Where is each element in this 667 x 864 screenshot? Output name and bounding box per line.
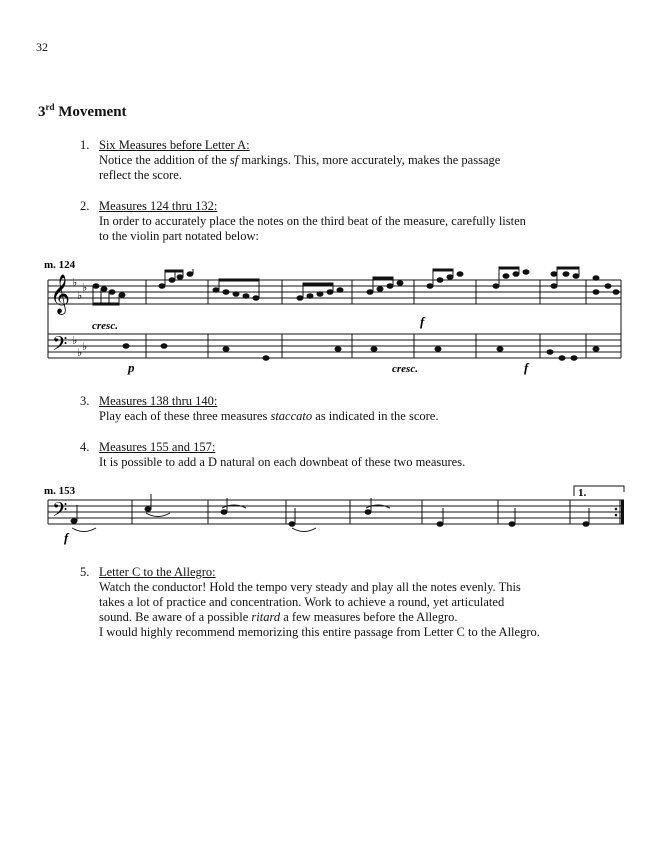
text-span: a few measures before the Allegro.: [280, 610, 458, 624]
text-emphasis: staccato: [270, 409, 313, 423]
item-number: 5.: [80, 565, 90, 579]
title-rest: Movement: [54, 104, 127, 120]
dynamic-p: p: [128, 360, 135, 375]
item-number: 2.: [80, 199, 90, 213]
item-number: 1.: [80, 138, 90, 152]
svg-text:♭: ♭: [72, 277, 78, 289]
page-number: 32: [36, 40, 48, 54]
text-span: sound. Be aware of a possible: [99, 610, 252, 624]
text-emphasis: ritard: [251, 610, 281, 624]
item-text-line: [99, 610, 569, 625]
section-title: [38, 104, 127, 121]
item-text-line: I would highly recommend memorizing this entire passage from Letter C to the Allegro.: [99, 625, 540, 639]
title-superscript: rd: [45, 102, 55, 112]
music-example-m153: [30, 480, 630, 550]
final-barline: [621, 500, 624, 524]
bass-staff: [48, 334, 621, 358]
item-heading: Measures 138 thru 140:: [99, 394, 218, 408]
bass-staff: [48, 500, 624, 524]
item-heading: Measures 124 thru 132:: [99, 199, 218, 213]
text-span: markings. This, more accurately, makes the passage: [238, 153, 501, 167]
text-span: as indicated in the score.: [312, 409, 439, 423]
item-number: 3.: [80, 394, 90, 408]
item-text-line: to the violin part notated below:: [99, 229, 260, 243]
treble-staff: [48, 280, 621, 304]
item-text-line: It is possible to add a D natural on each downbeat of these two measures.: [99, 455, 466, 469]
title-prefix: 3: [38, 104, 46, 120]
item-text-line: Watch the conductor! Hold the tempo very steady and play all the notes evenly. This: [99, 580, 521, 594]
svg-text:♭: ♭: [77, 347, 83, 359]
measure-label: m. 153: [44, 485, 76, 497]
item-heading: Measures 155 and 157:: [99, 440, 216, 454]
measure-label: m. 124: [44, 259, 76, 271]
text-emphasis: sf: [229, 153, 239, 167]
treble-clef-icon: 𝄞: [50, 276, 71, 313]
item-heading: Six Measures before Letter A:: [99, 138, 250, 152]
cresc-marking: cresc.: [92, 320, 118, 332]
bass-notes: [71, 494, 589, 526]
ending-label: 1.: [578, 487, 587, 499]
svg-text:♭: ♭: [82, 282, 88, 294]
item-number: 4.: [80, 440, 90, 454]
item-text-line: takes a lot of practice and concentration. Work to achieve a round, yet articulated: [99, 595, 505, 609]
svg-text:♭: ♭: [77, 290, 83, 302]
text-span: Notice the addition of the: [99, 153, 230, 167]
music-example-m124: [30, 256, 630, 376]
svg-text:♭: ♭: [82, 341, 88, 353]
bass-clef-icon: 𝄢: [52, 500, 68, 526]
dynamic-f: f: [420, 314, 425, 329]
key-signature-icon: [72, 277, 87, 359]
item-text-line: [99, 153, 569, 168]
bass-clef-icon: 𝄢: [52, 334, 68, 360]
svg-text:♭: ♭: [72, 335, 78, 347]
item-text-line: reflect the score.: [99, 168, 182, 182]
item-text-line: [99, 409, 569, 424]
cresc-marking: cresc.: [392, 363, 418, 375]
text-span: Play each of these three measures: [99, 409, 271, 423]
item-text-line: In order to accurately place the notes on the third beat of the measure, carefully listen: [99, 214, 526, 228]
dynamic-f: f: [64, 530, 69, 545]
item-heading: Letter C to the Allegro:: [99, 565, 216, 579]
dynamic-f: f: [524, 360, 529, 375]
